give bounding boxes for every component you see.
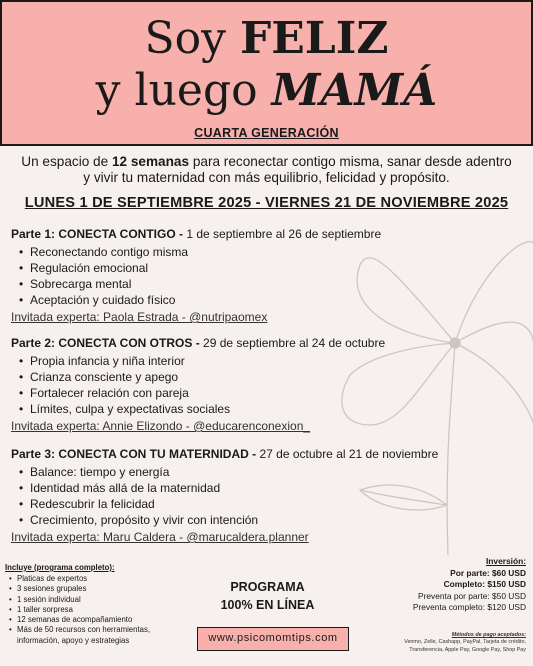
generation-label: CUARTA GENERACIÓN [194, 126, 339, 140]
list-item: • Platicas de expertos [5, 574, 185, 584]
list-item: • Fortalecer relación con pareja [11, 385, 521, 401]
investment-box [386, 556, 526, 614]
list-item: • Aceptación y cuidado físico [11, 292, 521, 308]
title-soy: Soy [144, 13, 227, 64]
list-item: • 1 taller sorpresa [5, 605, 185, 615]
list-item: • Redescubrir la felicidad [11, 496, 521, 512]
list-item: • Límites, culpa y expectativas sociales [11, 401, 521, 417]
title-banner [0, 0, 533, 146]
part-1-guest: Invitada experta: Paola Estrada - @nutripaomex [11, 310, 268, 324]
list-item: • Crecimiento, propósito y vivir con intención [11, 512, 521, 528]
list-item: • Sobrecarga mental [11, 276, 521, 292]
part-2-title [11, 335, 521, 351]
list-item: • Identidad más allá de la maternidad [11, 480, 521, 496]
part-3-title [11, 446, 521, 462]
program-dates: LUNES 1 DE SEPTIEMBRE 2025 - VIERNES 21 DE NOVIEMBRE 2025 [24, 195, 509, 211]
payment-title: Métodos de pago aceptados: [451, 632, 526, 638]
program-line-2: 100% EN LÍNEA [220, 598, 315, 612]
list-item: • 3 sesiones grupales [5, 584, 185, 594]
website-link[interactable]: www.psicomomtips.com [197, 627, 349, 651]
intro-after: para reconectar contigo misma, sanar desde adentro [192, 154, 512, 169]
part-3-list [11, 464, 521, 528]
investment-title: Inversión: [485, 556, 526, 566]
intro-highlight: 12 semanas [111, 154, 190, 169]
list-item: • Crianza consciente y apego [11, 369, 521, 385]
title-line-1 [2, 13, 531, 64]
list-item: • Reconectando contigo misma [11, 244, 521, 260]
list-item: • Regulación emocional [11, 260, 521, 276]
part-2-heading: Parte 2: CONECTA CON OTROS - [11, 336, 200, 350]
payment-line-1: Venmo, Zelle, Cashapp, PayPal, Tarjeta de crédito, [404, 639, 526, 646]
title-feliz: FELIZ [240, 13, 389, 64]
payment-methods [384, 632, 526, 654]
list-item: • 12 semanas de acompañamiento [5, 615, 185, 625]
part-2 [11, 335, 521, 434]
part-1 [11, 226, 521, 325]
part-2-list [11, 353, 521, 417]
title-yluego: y luego [95, 65, 258, 116]
intro-line2: y vivir tu maternidad con más equilibrio, felicidad y propósito. [83, 170, 450, 185]
part-3-heading: Parte 3: CONECTA CON TU MATERNIDAD - [11, 447, 257, 461]
price-per-part: Por parte: $60 USD [450, 567, 526, 578]
list-item: • Más de 50 recursos con herramientas, información, apoyo y estrategias [5, 625, 185, 646]
price-complete: Completo: $150 USD [443, 579, 526, 590]
presale-per-part: Preventa por parte: $50 USD [417, 590, 526, 601]
part-1-title [11, 226, 521, 242]
includes-title: Incluye (programa completo): [5, 563, 115, 572]
includes-box [5, 563, 185, 646]
presale-complete: Preventa completo: $120 USD [412, 602, 526, 613]
part-1-heading: Parte 1: CONECTA CONTIGO - [11, 227, 184, 241]
intro-before: Un espacio de [21, 154, 109, 169]
title-mama: MAMÁ [271, 65, 438, 116]
intro-text [6, 154, 527, 186]
part-3-guest: Invitada experta: Maru Caldera - @marucaldera.planner [11, 530, 309, 544]
payment-line-2: Transferencia, Apple Pay, Google Pay, Shop Pay [409, 646, 526, 653]
title-line-2 [2, 65, 531, 116]
part-1-list [11, 244, 521, 308]
list-item: • Propia infancia y niña interior [11, 353, 521, 369]
includes-list [5, 574, 185, 646]
list-item: • 1 sesión individual [5, 595, 185, 605]
program-online [190, 578, 345, 614]
program-line-1: PROGRAMA [230, 580, 305, 594]
part-3 [11, 446, 521, 545]
list-item: • Balance: tiempo y energía [11, 464, 521, 480]
part-2-guest: Invitada experta: Annie Elizondo - @educarenconexion_ [11, 419, 311, 433]
part-1-range: 1 de septiembre al 26 de septiembre [186, 227, 382, 241]
part-2-range: 29 de septiembre al 24 de octubre [203, 336, 386, 350]
part-3-range: 27 de octubre al 21 de noviembre [259, 447, 439, 461]
